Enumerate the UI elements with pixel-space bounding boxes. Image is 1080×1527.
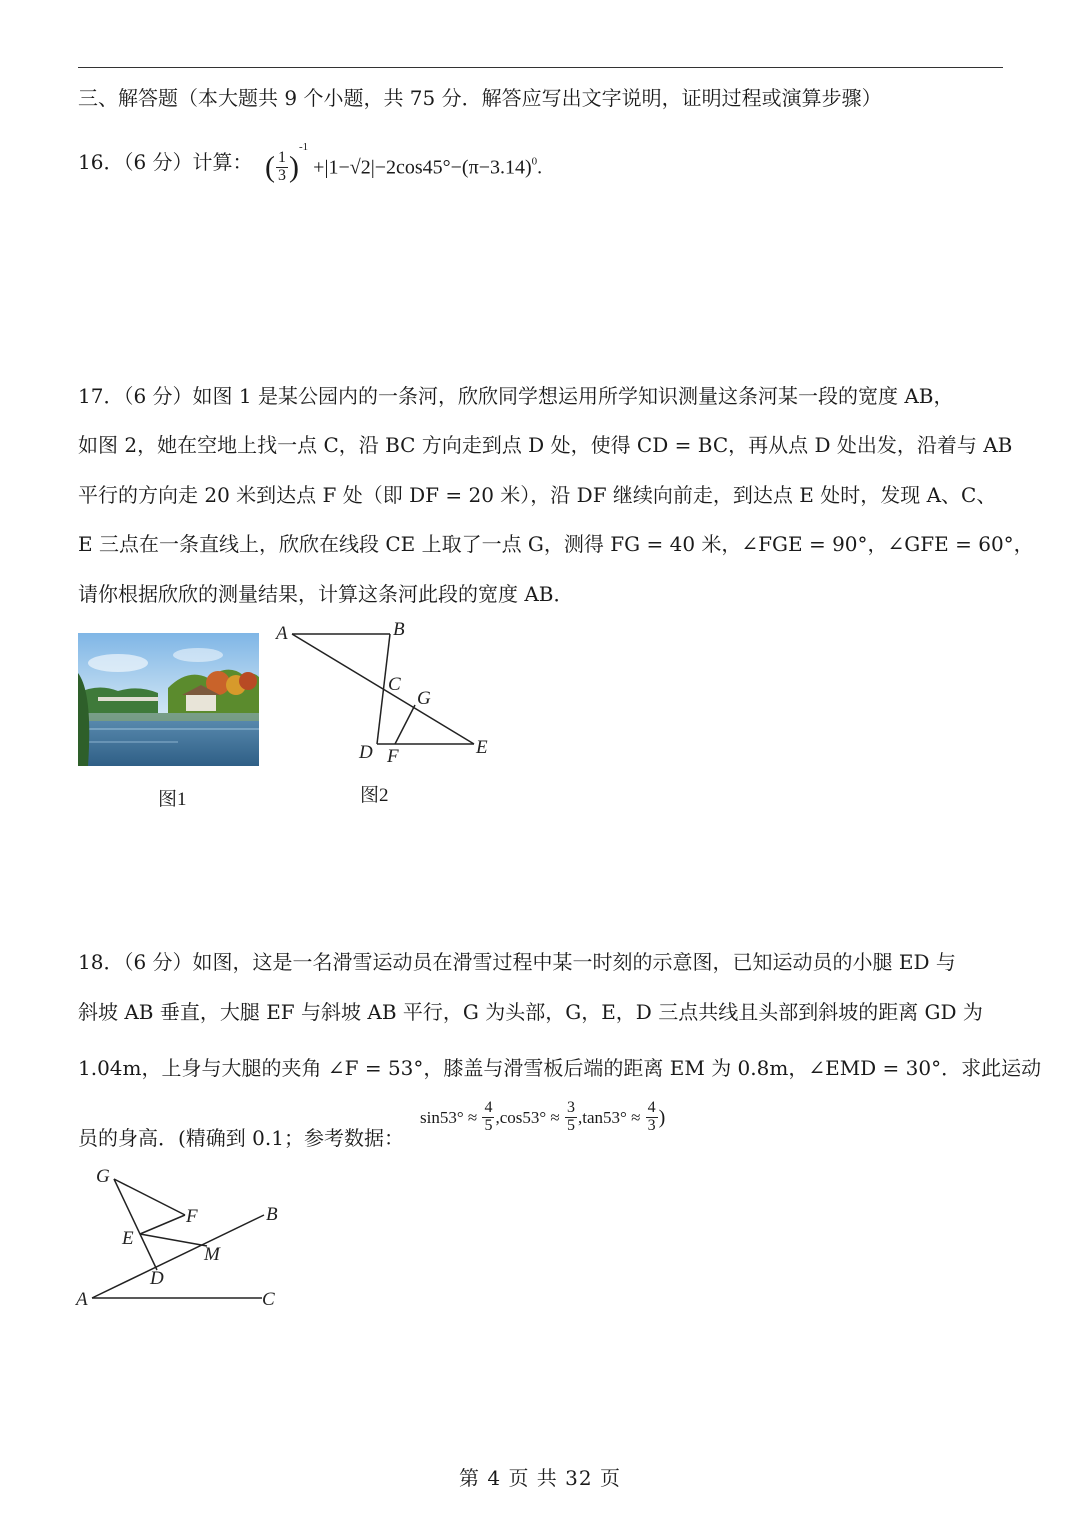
q17-line1: 17．（6 分）如图 1 是某公园内的一条河，欣欣同学想运用所学知识测量这条河某一段的宽度 AB， — [78, 384, 954, 408]
fig2-diagram — [270, 615, 500, 765]
q17-line2: 如图 2，她在空地上找一点 C，沿 BC 方向走到点 D 处，使得 CD = BC，再从点 D 处出发，沿着与 AB — [78, 433, 1013, 457]
q17-line5: 请你根据欣欣的测量结果，计算这条河此段的宽度 AB． — [78, 582, 574, 606]
q18-reference-data: sin53° ≈ $\frac{4}{5}$ ,cos53° ≈ $\frac{3}{5}$ ,tan53° ≈ $\frac{4}{3}$ ) — [420, 1099, 666, 1134]
segment-gd — [114, 1179, 157, 1270]
segment-gf — [114, 1179, 185, 1215]
q18-line1: 18．（6 分）如图，这是一名滑雪运动员在滑雪过程中某一时刻的示意图，已知运动员的小腿 ED 与 — [78, 950, 956, 974]
fig2-caption: 图2 — [360, 785, 389, 806]
point-b-label: B — [266, 1204, 278, 1225]
point-d-label: D — [150, 1268, 164, 1289]
q18-line4: 员的身高．(精确到 0.1；参考数据： — [78, 1126, 404, 1150]
fig1-caption: 图1 — [158, 789, 187, 810]
segment-fe — [140, 1215, 185, 1234]
skier-diagram — [72, 1160, 292, 1310]
q17-line4: E 三点在一条直线上，欣欣在线段 CE 上取了一点 G，测得 FG = 40 米，∠FGE = 90°，∠GFE = 60°， — [78, 532, 1034, 556]
point-g-label: G — [417, 688, 431, 709]
page-footer: 第 4 页 共 32 页 — [459, 1466, 621, 1490]
segment-em — [140, 1234, 207, 1246]
header-rule — [78, 67, 1003, 68]
park-river-photo — [78, 633, 259, 766]
point-f-label: F — [387, 746, 399, 765]
segment-ab-slope — [92, 1215, 264, 1298]
q17-line3: 平行的方向走 20 米到达点 F 处（即 DF = 20 米），沿 DF 继续向前走，到达点 E 处时，发现 A、C、 — [78, 483, 997, 507]
segment-fg — [395, 705, 415, 744]
section-title: 三、解答题（本大题共 9 个小题，共 75 分．解答应写出文字说明，证明过程或演算步骤） — [78, 86, 882, 110]
q18-line3: 1.04m，上身与大腿的夹角 ∠F = 53°，膝盖与滑雪板后端的距离 EM 为 0.8m，∠EMD = 30°．求此运动 — [78, 1056, 1042, 1080]
point-a-label: A — [76, 1289, 88, 1310]
point-e-label: E — [476, 737, 488, 758]
point-e-label: E — [122, 1228, 134, 1249]
q16-expression: ( $\frac{1}{3}$ )$^{-1} +|1-√2|-2\cos 45^\circ-(\pi-3.14)^0$. — [265, 141, 543, 184]
point-a-label: A — [276, 623, 288, 644]
q18-line2: 斜坡 AB 垂直，大腿 EF 与斜坡 AB 平行，G 为头部，G，E，D 三点共线且头部到斜坡的距离 GD 为 — [78, 1000, 983, 1024]
point-b-label: B — [393, 619, 405, 640]
point-f-label: F — [186, 1206, 198, 1227]
point-d-label: D — [359, 742, 373, 763]
point-c-label: C — [388, 674, 401, 695]
point-m-label: M — [204, 1244, 220, 1265]
q16-fraction: $\frac{1}{3}$ — [278, 149, 286, 184]
point-g-label: G — [96, 1166, 110, 1187]
q16-prefix: 16．（6 分）计算： — [78, 150, 253, 174]
point-c-label: C — [262, 1289, 275, 1310]
segment-ae — [292, 634, 474, 744]
